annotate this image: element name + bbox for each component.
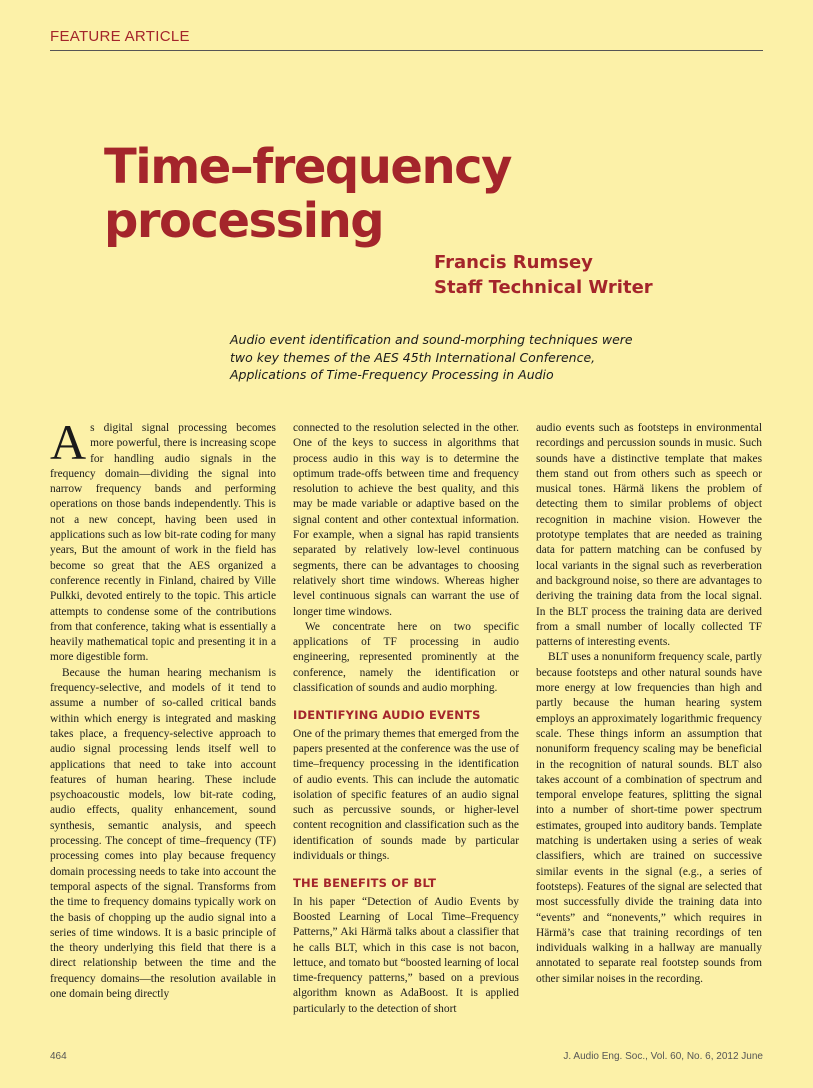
drop-cap: A: [50, 414, 87, 470]
title-line-1: Time–frequency: [104, 139, 511, 195]
title-line-2: processing: [104, 193, 384, 249]
journal-citation: J. Audio Eng. Soc., Vol. 60, No. 6, 2012 June: [563, 1051, 763, 1062]
body-column-1: [50, 414, 276, 1002]
byline: [434, 250, 653, 300]
body-column-3: [536, 421, 762, 987]
standfirst-line-1: Audio event identification and sound-morphing techniques were: [230, 332, 633, 347]
paragraph-text: s digital signal processing becomes more powerful, there is increasing scope for handling audio signals in the frequency domain—dividing the signal into narrow frequency bands and performing operations on those bands independently. This is not a new concept, having been used in applications such as low bit-rate coding for many years, But the amount of work in the field has become so great that the AES organized a conference recently in Finland, chaired by Ville Pulkki, devoted entirely to the topic. This article attempts to condense some of the contributions from that conference, taking what is essentially a heavily mathematical topic and presenting it in a more digestible form.: [50, 422, 276, 664]
paragraph: We concentrate here on two specific applications of TF processing in audio engineering, represented prominently at the conference, namely the identification or classification of sounds and audio morphing.: [293, 620, 519, 695]
header-rule: [50, 50, 763, 51]
paragraph: connected to the resolution selected in the other. One of the keys to success in algorithms that process audio in this way is to determine the optimum trade-offs between time and frequency resolution to achieve the best quality, and this may be made variable or adaptive based on the signal content and other contextual information. For example, when a signal has rapid transients separated by relatively low-level continuous segments, there can be advantages to choosing relatively short time windows. Whereas higher level continuous signals can warrant the use of longer time windows.: [293, 422, 519, 618]
section-label: FEATURE ARTICLE: [50, 28, 190, 45]
page-number: 464: [50, 1051, 67, 1062]
paragraph: Because the human hearing mechanism is frequency-selective, and models of it tend to assume a number of so-called critical bands within which energy is integrated and masking takes place, a frequency-selective approach to audio signal processing lends itself well to applications that need to take into account features of human hearing. These include psychoacoustic models, low bit-rate coding, audio effects, quality enhancement, sound synthesis, semantic analysis, and speech processing. The concept of time–frequency (TF) processing comes into play because frequency domain processing needs to take into account the temporal aspects of the signal. Transforms from the time to frequency domains typically work on the basis of chopping up the audio signal into a series of time windows. It is a basic principle of the theory underlying this field that there is a direct relationship between the time and the frequency domains—the resolution available in one domain being directly: [50, 666, 276, 1000]
author-name: Francis Rumsey: [434, 252, 593, 273]
paragraph: BLT uses a nonuniform frequency scale, partly because footsteps and other natural sounds have more energy at low frequencies than high and partly because the human hearing system employs an approximately logarithmic frequency scale. These things inform an assumption that nonuniform frequency scaling may be beneficial in the recognition of natural sounds. BLT also takes account of a combination of spectrum and temporal envelope features, splitting the signal into a number of short-time power spectrum estimates, grouped into auditory bands. Template matching is undertaken using a series of weak classifiers, which are trained on successive similar events in the signal (e.g., a series of footsteps). Features of the signal are selected that most successfully divide the training data into “events” and “nonevents,” which requires in Härmä’s case that training recordings of ten individuals walking in a hallway are manually annotated to separate real footstep sounds from other similar noises in the recording.: [536, 651, 762, 985]
paragraph: audio events such as footsteps in environmental recordings and percussion sounds in music. Such sounds have a distinctive template that makes them stand out from others such as speech or musical tones. Härmä likens the problem of detecting them to similar problems of object recognition in machine vision. However the prototype templates that are needed as training data for pattern matching can be confused by local variants in the signal such as reverberation and background noise, so there are advantages to deriving the training data from the local signal. In the BLT process the training data are derived from a small number of locally collected TF patterns of interesting events.: [536, 422, 762, 649]
standfirst-line-2: two key themes of the AES 45th International Conference,: [230, 349, 596, 365]
section-heading: THE BENEFITS OF BLT: [293, 876, 437, 891]
paragraph: [50, 414, 276, 666]
standfirst-line-3: Applications of Time-Frequency Processing in Audio: [230, 367, 554, 382]
body-column-2: [293, 421, 519, 1017]
author-role: Staff Technical Writer: [434, 277, 653, 298]
standfirst: [230, 331, 660, 384]
section-heading: IDENTIFYING AUDIO EVENTS: [293, 708, 481, 723]
paragraph: In his paper “Detection of Audio Events by Boosted Learning of Local Time–Frequency Patterns,” Aki Härmä talks about a classifier that he calls BLT, which in this case is not bacon, lettuce, and tomato but “boosted learning of local time-frequency patterns,” based on a previous algorithm known as AdaBoost. It is applied particularly to the detection of short: [293, 895, 519, 1015]
article-title: [104, 140, 511, 248]
paragraph: One of the primary themes that emerged from the papers presented at the conference was the use of time–frequency processing in the identification of audio events. This can include the automatic isolation of specific features of an audio signal such as percussive sounds, or higher-level content recognition and classification such as the identification of sounds made by particular individuals or things.: [293, 727, 519, 863]
